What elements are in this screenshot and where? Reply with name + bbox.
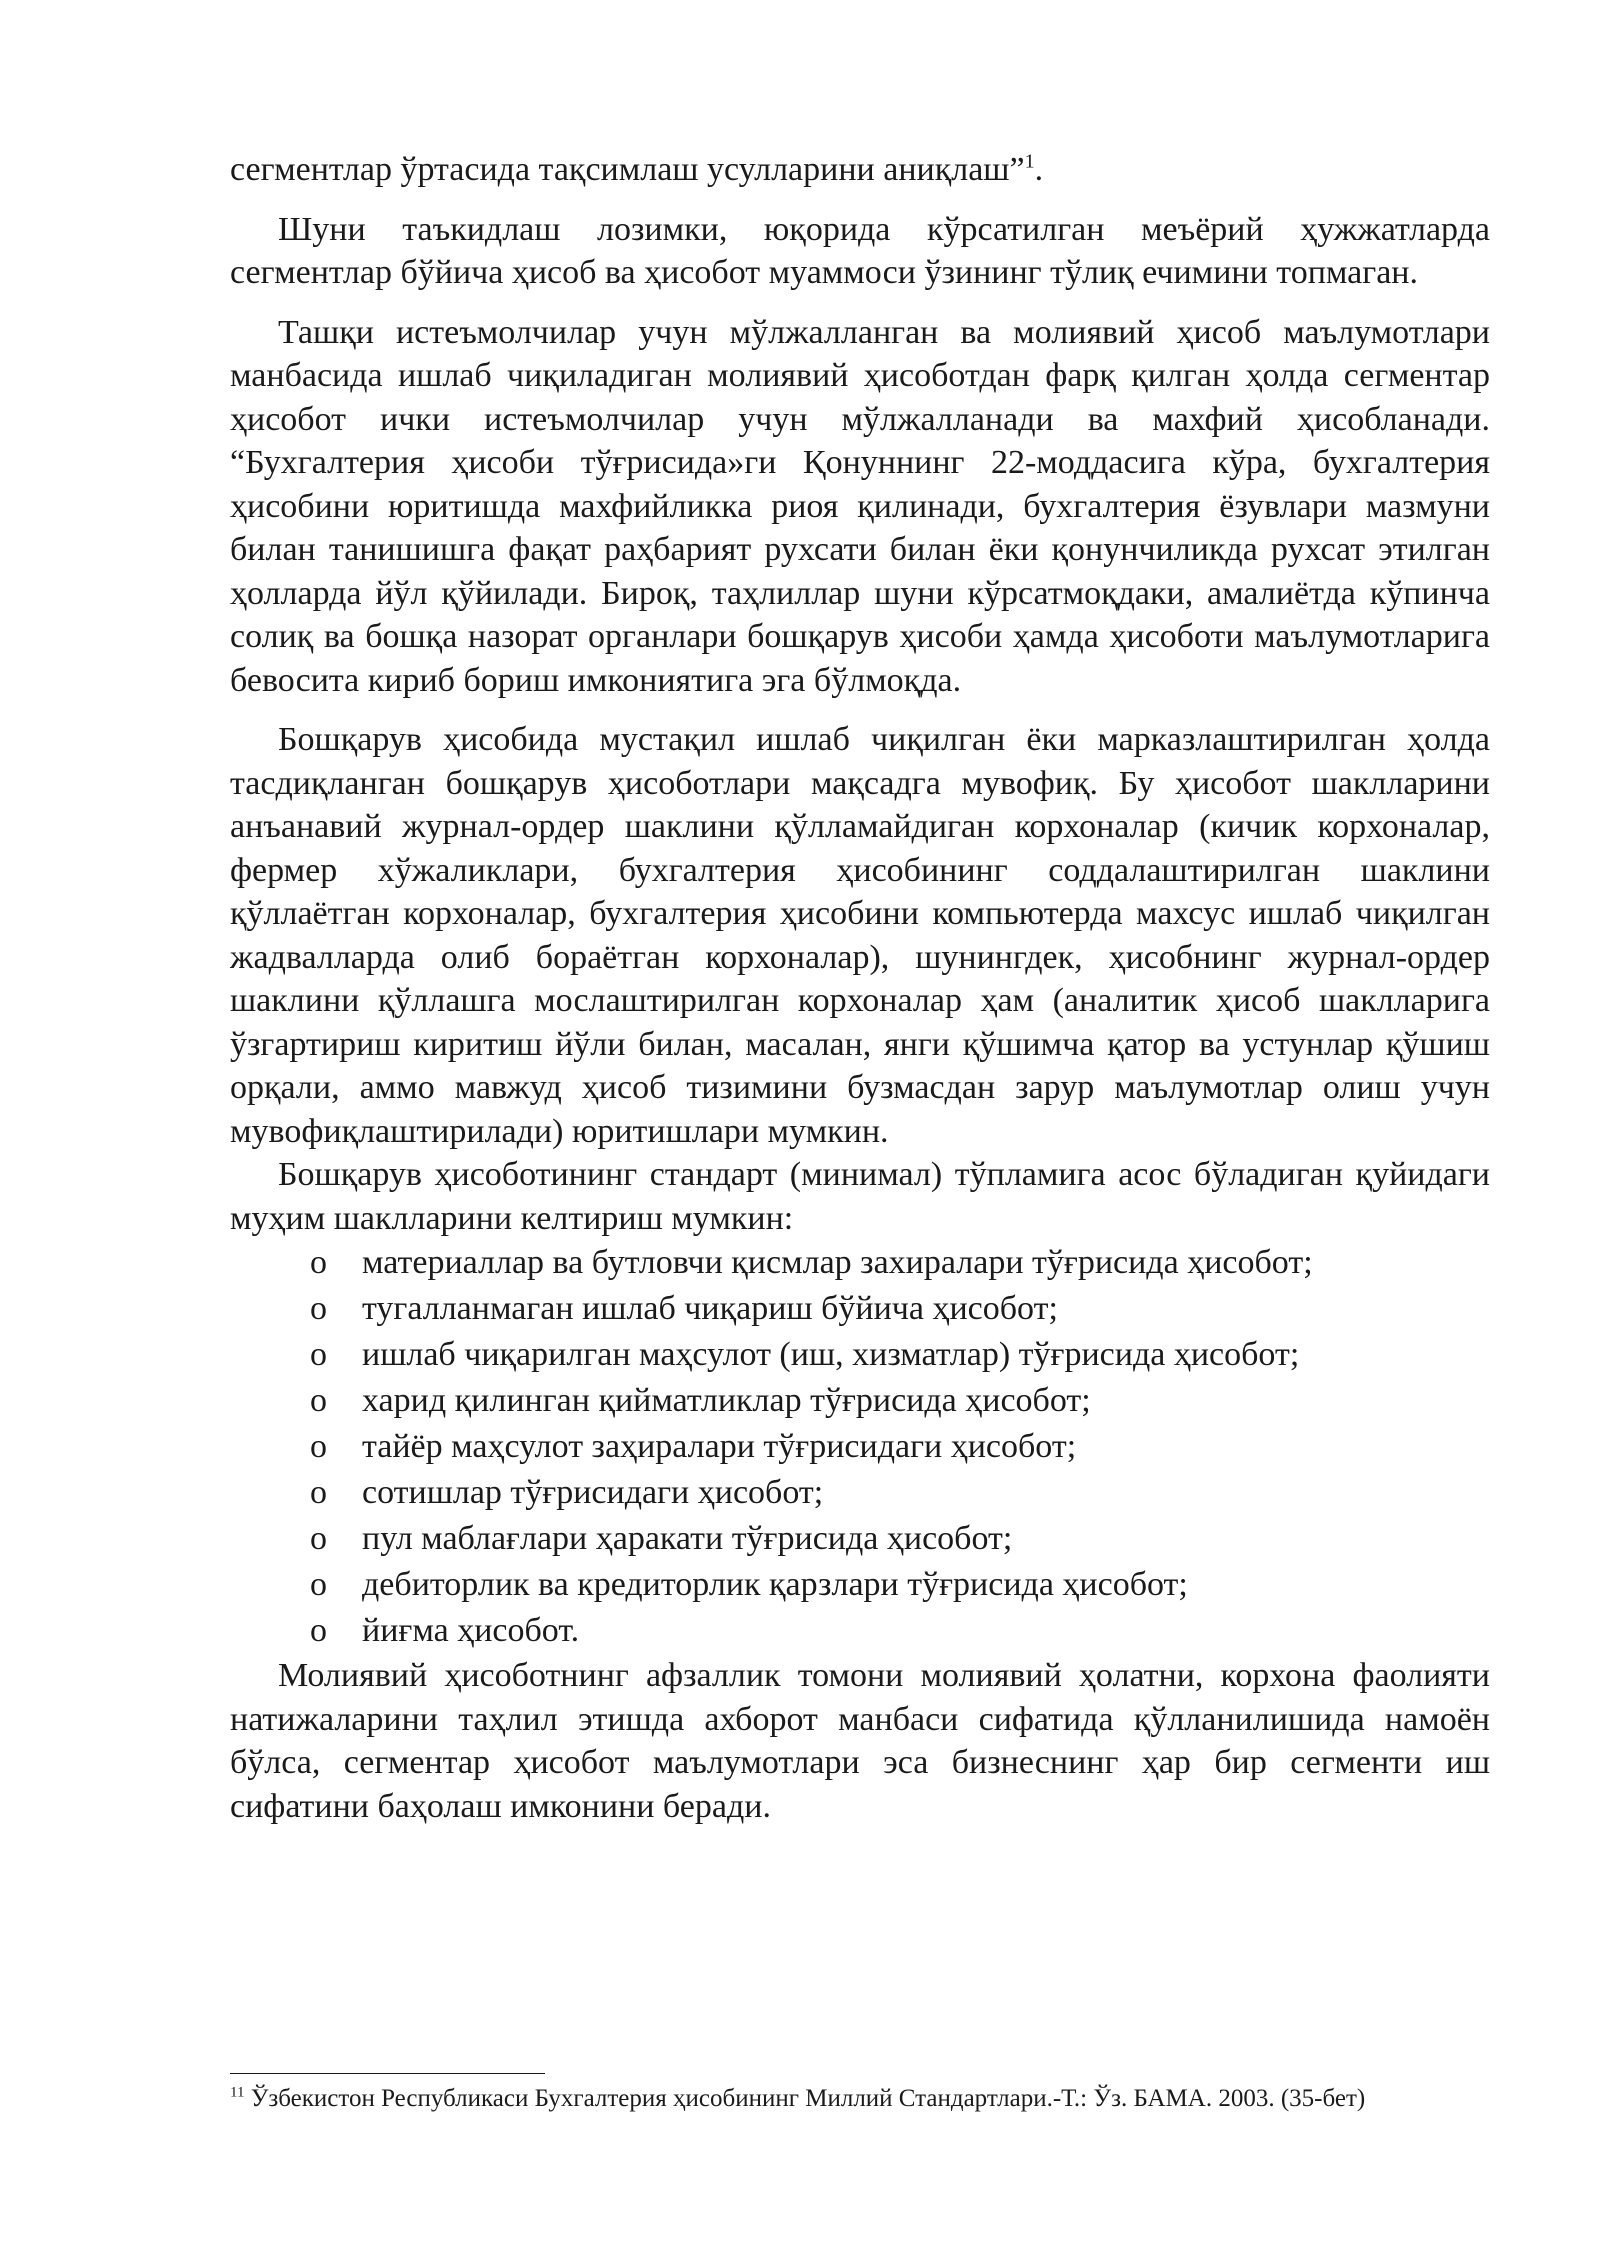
list-item-text: сотишлар тўғрисидаги ҳисобот; xyxy=(362,1474,824,1511)
list-item xyxy=(230,1240,1490,1286)
bullet-marker: o xyxy=(310,1382,327,1419)
paragraph-6: Молиявий ҳисоботнинг афзаллик томони молиявий ҳолатни, корхона фаолияти натижаларини таҳлил этишда ахборот манбаси сифатида қўлланилишида намоён бўлса, сегментар ҳисобот маълумотлари эса бизнеснинг ҳар бир сегменти иш сифатини баҳолаш имконини беради. xyxy=(230,1657,1490,1825)
paragraph-1-end: . xyxy=(1034,151,1044,188)
bullet-marker: o xyxy=(310,1244,327,1281)
paragraph-4: Бошқарув ҳисобида мустақил ишлаб чиқилган ёки марказлаштирилган ҳолда тасдиқланган бошқарув ҳисоботлари мақсадга мувофиқ. Бу ҳисобот шаклларини анъанавий журнал-ордер шаклини қўлламайдиган корхоналар (кичик корхоналар, фермер хўжаликлари, бухгалтерия ҳисобининг соддалаштирилган шаклини қўллаётган корхоналар, бухгалтерия ҳисобини компьютерда махсус ишлаб чиқилган жадвалларда олиб бораётган корхоналар), шунингдек, ҳисобнинг журнал-ордер шаклини қўллашга мослаштирилган корхоналар ҳам (аналитик ҳисоб шаклларига ўзгартириш киритиш йўли билан, масалан, янги қўшимча қатор ва устунлар қўшиш орқали, аммо мавжуд ҳисоб тизимини бузмасдан зарур маълумотлар олиш учун мувофиқлаштирилади) юритишлари мумкин. xyxy=(230,721,1490,1150)
report-forms-list xyxy=(230,1240,1490,1654)
bullet-marker: o xyxy=(310,1612,327,1649)
list-item xyxy=(230,1424,1490,1470)
footnote-reference[interactable]: 1 xyxy=(1024,150,1035,173)
paragraph-1-text: сегментлар ўртасида тақсимлаш усулларини аниқлаш” xyxy=(230,151,1025,188)
list-item xyxy=(230,1332,1490,1378)
list-item xyxy=(230,1516,1490,1562)
list-item-text: пул маблағлари ҳаракати тўғрисида ҳисобот; xyxy=(362,1520,1013,1557)
footnote xyxy=(230,2083,1490,2115)
list-item xyxy=(230,1608,1490,1654)
bullet-marker: o xyxy=(310,1336,327,1373)
list-item xyxy=(230,1378,1490,1424)
list-item-text: тугалланмаган ишлаб чиқариш бўйича ҳисобот; xyxy=(362,1290,1058,1327)
bullet-marker: o xyxy=(310,1474,327,1511)
list-item-text: тайёр маҳсулот заҳиралари тўғрисидаги ҳисобот; xyxy=(362,1428,1077,1465)
footnote-marker: 11 xyxy=(230,2084,245,2101)
list-item xyxy=(230,1470,1490,1516)
paragraph-2: Шуни таъкидлаш лозимки, юқорида кўрсатилган меъёрий ҳужжатларда сегментлар бўйича ҳисоб ва ҳисобот муаммоси ўзининг тўлиқ ечимини топмаган. xyxy=(230,210,1490,291)
bullet-marker: o xyxy=(310,1428,327,1465)
list-item xyxy=(230,1562,1490,1608)
paragraph-3: Ташқи истеъмолчилар учун мўлжалланган ва молиявий ҳисоб маълумотлари манбасида ишлаб чиқиладиган молиявий ҳисоботдан фарқ қилган ҳолда сегментар ҳисобот ички истеъмолчилар учун мўлжалланади ва махфий ҳисобланади. “Бухгалтерия ҳисоби тўғрисида»ги Қонуннинг 22-моддасига кўра, бухгалтерия ҳисобини юритишда махфийликка риоя қилинади, бухгалтерия ёзувлари мазмуни билан танишишга фақат раҳбарият рухсати билан ёки қонунчиликда рухсат этилган ҳолларда йўл қўйилади. Бироқ, таҳлиллар шуни кўрсатмоқдаки, амалиётда кўпинча солиқ ва бошқа назорат органлари бошқарув ҳисоби ҳамда ҳисоботи маълумотларига бевосита кириб бориш имкониятига эга бўлмоқда. xyxy=(230,313,1490,699)
paragraph-continuation xyxy=(230,148,1490,192)
list-item-text: харид қилинган қийматликлар тўғрисида ҳисобот; xyxy=(362,1382,1091,1419)
list-item-text: ишлаб чиқарилган маҳсулот (иш, хизматлар) тўғрисида ҳисобот; xyxy=(362,1336,1300,1373)
document-body xyxy=(230,148,1490,1828)
bullet-marker: o xyxy=(310,1290,327,1327)
list-item-text: йиғма ҳисобот. xyxy=(362,1612,580,1649)
paragraph-5: Бошқарув ҳисоботининг стандарт (минимал) тўпламига асос бўладиган қуйидаги муҳим шаклларини келтириш мумкин: xyxy=(230,1156,1490,1237)
bullet-marker: o xyxy=(310,1520,327,1557)
list-item-text: материаллар ва бутловчи қисмлар захиралари тўғрисида ҳисобот; xyxy=(362,1244,1313,1281)
footnote-separator xyxy=(230,2073,545,2074)
footnote-text: Ўзбекистон Республикаси Бухгалтерия ҳисобининг Миллий Стандартлари.-Т.: Ўз. БАМА. 2003. (35-бет) xyxy=(244,2085,1366,2112)
bullet-marker: o xyxy=(310,1566,327,1603)
list-item-text: дебиторлик ва кредиторлик қарзлари тўғрисида ҳисобот; xyxy=(362,1566,1188,1603)
list-item xyxy=(230,1286,1490,1332)
